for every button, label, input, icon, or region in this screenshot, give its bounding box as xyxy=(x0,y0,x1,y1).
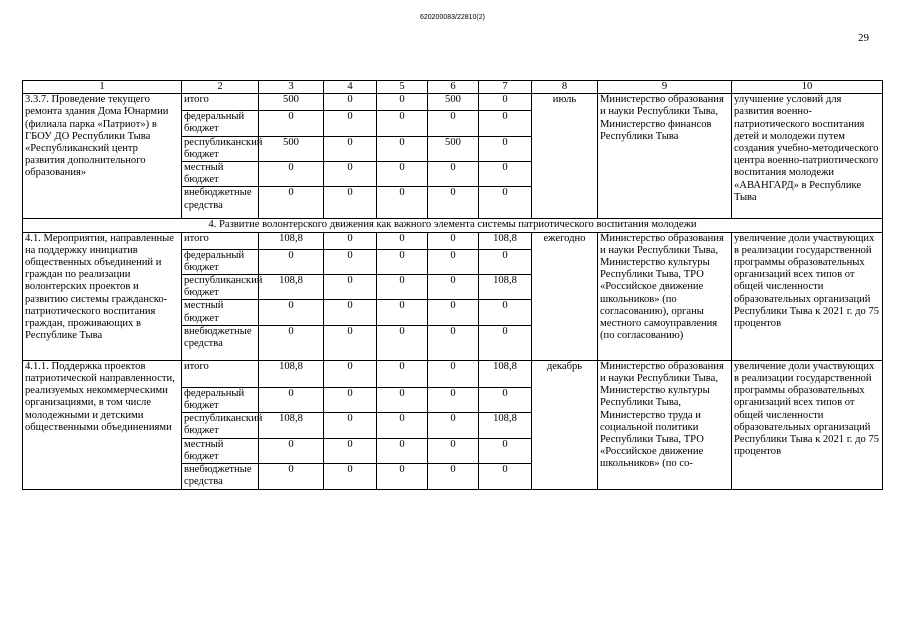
amount-c7: 0 xyxy=(479,464,532,490)
amount-c7: 108,8 xyxy=(479,413,532,438)
amount-c7: 108,8 xyxy=(479,360,532,387)
amount-c3: 0 xyxy=(259,387,324,412)
amount-c3: 500 xyxy=(259,94,324,111)
document-code: 620200083/22810(2) xyxy=(419,14,485,21)
program-table xyxy=(22,80,883,490)
expected-result: увеличение доли участвующих в реализации государственной программы образовательных организаций всех типов от общей численности образовательных организаций Республики Тыва к 2021 г. до 75 процентов xyxy=(732,232,883,360)
amount-c5: 0 xyxy=(377,387,428,412)
header-cell: 9 xyxy=(598,81,732,94)
amount-c5: 0 xyxy=(377,275,428,300)
expected-result: улучшение условий для развития военно-патриотического воспитания детей и молодежи путем создания учебно-методического центра военно-патриотического воспитания молодежи «АВАНГАРД» в Республике Тыва xyxy=(732,94,883,219)
amount-c6: 0 xyxy=(428,249,479,274)
amount-c3: 0 xyxy=(259,187,324,219)
amount-c5: 0 xyxy=(377,300,428,325)
amount-c5: 0 xyxy=(377,464,428,490)
executors: Министерство образования и науки Республики Тыва, Министерство культуры Республики Тыва, ТРО «Российское движение школьников» (по согласованию), органы местного самоуправления (по согласованию) xyxy=(598,232,732,360)
funding-source: итого xyxy=(182,360,259,387)
amount-c6: 0 xyxy=(428,464,479,490)
amount-c7: 0 xyxy=(479,162,532,187)
amount-c3: 0 xyxy=(259,438,324,463)
amount-c4: 0 xyxy=(324,136,377,161)
amount-c3: 108,8 xyxy=(259,360,324,387)
funding-source: внебюджетные средства xyxy=(182,325,259,360)
amount-c6: 0 xyxy=(428,300,479,325)
funding-source: итого xyxy=(182,232,259,249)
amount-c4: 0 xyxy=(324,413,377,438)
header-cell: 1 xyxy=(23,81,182,94)
funding-source: федеральный бюджет xyxy=(182,111,259,136)
amount-c5: 0 xyxy=(377,136,428,161)
funding-source: федеральный бюджет xyxy=(182,387,259,412)
amount-c6: 0 xyxy=(428,438,479,463)
header-cell: 10 xyxy=(732,81,883,94)
amount-c3: 0 xyxy=(259,464,324,490)
funding-source: местный бюджет xyxy=(182,300,259,325)
amount-c6: 0 xyxy=(428,111,479,136)
amount-c4: 0 xyxy=(324,438,377,463)
amount-c4: 0 xyxy=(324,275,377,300)
header-cell: 3 xyxy=(259,81,324,94)
amount-c3: 108,8 xyxy=(259,275,324,300)
page-number: 29 xyxy=(858,32,869,44)
amount-c5: 0 xyxy=(377,438,428,463)
amount-c6: 0 xyxy=(428,325,479,360)
amount-c4: 0 xyxy=(324,249,377,274)
funding-source: итого xyxy=(182,94,259,111)
amount-c3: 108,8 xyxy=(259,413,324,438)
section-row xyxy=(23,219,883,232)
table-row xyxy=(23,232,883,249)
amount-c4: 0 xyxy=(324,300,377,325)
funding-source: республиканский бюджет xyxy=(182,136,259,161)
amount-c4: 0 xyxy=(324,232,377,249)
header-cell: 8 xyxy=(532,81,598,94)
amount-c6: 0 xyxy=(428,232,479,249)
amount-c7: 0 xyxy=(479,94,532,111)
table-row xyxy=(23,360,883,387)
amount-c3: 0 xyxy=(259,111,324,136)
amount-c4: 0 xyxy=(324,387,377,412)
amount-c4: 0 xyxy=(324,464,377,490)
executors: Министерство образования и науки Республики Тыва, Министерство культуры Республики Тыва, Министерство труда и социальной политики Республики Тыва, ТРО «Российское движение школьников» (по со- xyxy=(598,360,732,489)
amount-c7: 0 xyxy=(479,111,532,136)
amount-c7: 108,8 xyxy=(479,275,532,300)
amount-c6: 0 xyxy=(428,275,479,300)
amount-c3: 500 xyxy=(259,136,324,161)
funding-source: федеральный бюджет xyxy=(182,249,259,274)
amount-c5: 0 xyxy=(377,187,428,219)
amount-c5: 0 xyxy=(377,232,428,249)
amount-c7: 108,8 xyxy=(479,232,532,249)
amount-c4: 0 xyxy=(324,162,377,187)
amount-c7: 0 xyxy=(479,387,532,412)
funding-source: республиканский бюджет xyxy=(182,413,259,438)
header-cell: 4 xyxy=(324,81,377,94)
amount-c4: 0 xyxy=(324,325,377,360)
amount-c5: 0 xyxy=(377,413,428,438)
section-title: 4. Развитие волонтерского движения как важного элемента системы патриотического воспитания молодежи xyxy=(23,219,883,232)
amount-c3: 0 xyxy=(259,162,324,187)
amount-c7: 0 xyxy=(479,300,532,325)
amount-c3: 0 xyxy=(259,300,324,325)
term: июль xyxy=(532,94,598,219)
funding-source: местный бюджет xyxy=(182,162,259,187)
amount-c4: 0 xyxy=(324,187,377,219)
amount-c3: 108,8 xyxy=(259,232,324,249)
executors: Министерство образования и науки Республики Тыва, Министерство финансов Республики Тыва xyxy=(598,94,732,219)
activity-name: 4.1. Мероприятия, направленные на поддержку инициатив общественных объединений и граждан по реализации волонтерских проектов и развитию системы гражданско-патриотического воспитания граждан, проживающих в Республике Тыва xyxy=(23,232,182,360)
header-cell: 6 xyxy=(428,81,479,94)
amount-c5: 0 xyxy=(377,249,428,274)
header-cell: 5 xyxy=(377,81,428,94)
header-cell: 7 xyxy=(479,81,532,94)
amount-c5: 0 xyxy=(377,94,428,111)
term: ежегодно xyxy=(532,232,598,360)
amount-c7: 0 xyxy=(479,187,532,219)
activity-name: 3.3.7. Проведение текущего ремонта здания Дома Юнармии (филиала парка «Патриот») в ГБОУ ДО Республики Тыва «Республиканский центр развития дополнительного образования» xyxy=(23,94,182,219)
funding-source: внебюджетные средства xyxy=(182,187,259,219)
expected-result: увеличение доли участвующих в реализации государственной программы образовательных организаций всех типов от общей численности образовательных организаций Республики Тыва к 2021 г. до 75 процентов xyxy=(732,360,883,489)
amount-c5: 0 xyxy=(377,162,428,187)
amount-c6: 500 xyxy=(428,136,479,161)
activity-name: 4.1.1. Поддержка проектов патриотической направленности, реализуемых некоммерческими организациями, в том числе молодежными и детскими общественными объединениями xyxy=(23,360,182,489)
amount-c7: 0 xyxy=(479,438,532,463)
amount-c6: 0 xyxy=(428,387,479,412)
header-cell: 2 xyxy=(182,81,259,94)
funding-source: местный бюджет xyxy=(182,438,259,463)
amount-c6: 0 xyxy=(428,187,479,219)
amount-c6: 0 xyxy=(428,360,479,387)
amount-c6: 0 xyxy=(428,413,479,438)
amount-c4: 0 xyxy=(324,94,377,111)
amount-c7: 0 xyxy=(479,136,532,161)
table-row xyxy=(23,94,883,111)
header-row xyxy=(23,81,883,94)
amount-c5: 0 xyxy=(377,360,428,387)
amount-c3: 0 xyxy=(259,325,324,360)
amount-c7: 0 xyxy=(479,249,532,274)
amount-c5: 0 xyxy=(377,111,428,136)
funding-source: республиканский бюджет xyxy=(182,275,259,300)
amount-c6: 0 xyxy=(428,162,479,187)
amount-c7: 0 xyxy=(479,325,532,360)
amount-c4: 0 xyxy=(324,111,377,136)
amount-c3: 0 xyxy=(259,249,324,274)
amount-c6: 500 xyxy=(428,94,479,111)
amount-c4: 0 xyxy=(324,360,377,387)
funding-source: внебюджетные средства xyxy=(182,464,259,490)
term: декабрь xyxy=(532,360,598,489)
amount-c5: 0 xyxy=(377,325,428,360)
